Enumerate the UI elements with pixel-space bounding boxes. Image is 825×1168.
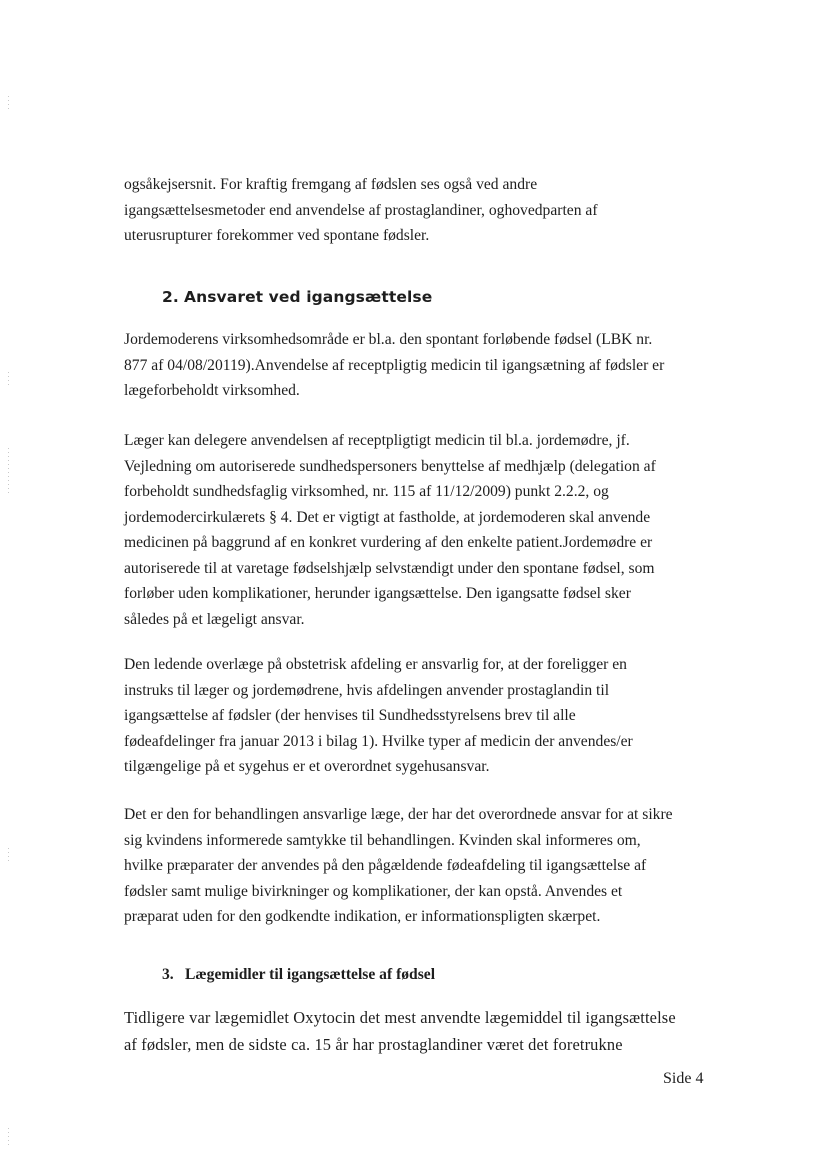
scan-margin-mark: [8, 1128, 9, 1148]
text-line: igangsættelse af fødsler (der henvises til Sundhedsstyrelsens brev til alle: [124, 707, 576, 724]
text-line: fødeafdelinger fra januar 2013 i bilag 1). Hvilke typer af medicin der anvendes/er: [124, 732, 633, 750]
text-line: således på et lægeligt ansvar.: [124, 610, 305, 628]
paragraph-overlaege: [124, 652, 664, 780]
paragraph-jordemoder-virksomhed: [124, 327, 664, 404]
scan-margin-mark: [8, 848, 9, 862]
paragraph-delegation: [124, 428, 664, 632]
section-title: Ansvaret ved igangsættelse: [184, 288, 433, 306]
text-line: fødsler samt mulige bivirkninger og komplikationer, der kan opstå. Anvendes et: [124, 882, 623, 900]
text-line: autoriserede til at varetage fødselshjælp selvstændigt under den spontane fødsel, som: [124, 559, 655, 577]
scan-margin-mark: [8, 96, 9, 110]
section-heading-ansvar: [162, 288, 432, 306]
text-line: Tidligere var lægemidlet Oxytocin det mest anvendte lægemiddel til igangsættelse: [124, 1008, 676, 1027]
text-line: Læger kan delegere anvendelsen af receptpligtigt medicin til bl.a. jordemødre, jf.: [124, 432, 630, 449]
scan-margin-mark: [8, 372, 9, 388]
section-number: 3.: [162, 966, 174, 983]
text-line: tilgængelige på et sygehus er et overordnet sygehusansvar.: [124, 758, 490, 775]
text-line: jordemodercirkulærets § 4. Det er vigtigt at fastholde, at jordemoderen skal anvende: [124, 508, 651, 526]
text-line: igangsættelsesmetoder end anvendelse af prostaglandiner, oghovedparten af: [124, 201, 598, 219]
text-line: Jordemoderens virksomhedsområde er bl.a. den spontant forløbende fødsel (LBK nr.: [124, 331, 653, 348]
scan-margin-mark: [8, 448, 9, 494]
text-line: af fødsler, men de sidste ca. 15 år har prostaglandiner været det foretrukne: [124, 1035, 623, 1054]
text-line: præparat uden for den godkendte indikation, er informationspligten skærpet.: [124, 908, 601, 925]
paragraph-samtykke: [124, 802, 673, 930]
text-line: forbeholdt sundhedsfaglig virksomhed, nr. 115 af 11/12/2009) punkt 2.2.2, og: [124, 483, 609, 500]
paragraph-continuation: [124, 172, 664, 249]
text-line: 877 af 04/08/20119).Anvendelse af receptpligtig medicin til igangsætning af fødsler er: [124, 356, 665, 374]
page-number: Side 4: [663, 1070, 704, 1087]
text-line: Det er den for behandlingen ansvarlige læge, der har det overordnede ansvar for at sikre: [124, 806, 673, 823]
text-line: forløber uden komplikationer, herunder igangsættelse. Den igangsatte fødsel sker: [124, 585, 631, 602]
text-line: sig kvindens informerede samtykke til behandlingen. Kvinden skal informeres om,: [124, 831, 641, 849]
text-line: instruks til læger og jordemødrene, hvis afdelingen anvender prostaglandin til: [124, 681, 610, 699]
text-line: Vejledning om autoriserede sundhedspersoners benyttelse af medhjælp (delegation af: [124, 457, 656, 475]
text-line: Den ledende overlæge på obstetrisk afdeling er ansvarlig for, at der foreligger en: [124, 656, 627, 673]
text-line: uterusrupturer forekommer ved spontane fødsler.: [124, 227, 430, 244]
section-heading-laegemidler: [162, 966, 435, 984]
paragraph-oxytocin: [124, 1004, 676, 1058]
section-title: Lægemidler til igangsættelse af fødsel: [185, 966, 436, 983]
text-line: ogsåkejsersnit. For kraftig fremgang af fødslen ses også ved andre: [124, 176, 538, 193]
section-number: 2.: [162, 288, 179, 306]
text-line: hvilke præparater der anvendes på den pågældende fødeafdeling til igangsættelse af: [124, 857, 647, 874]
text-line: medicinen på baggrund af en konkret vurdering af den enkelte patient.Jordemødre er: [124, 534, 653, 551]
text-line: lægeforbeholdt virksomhed.: [124, 382, 300, 399]
